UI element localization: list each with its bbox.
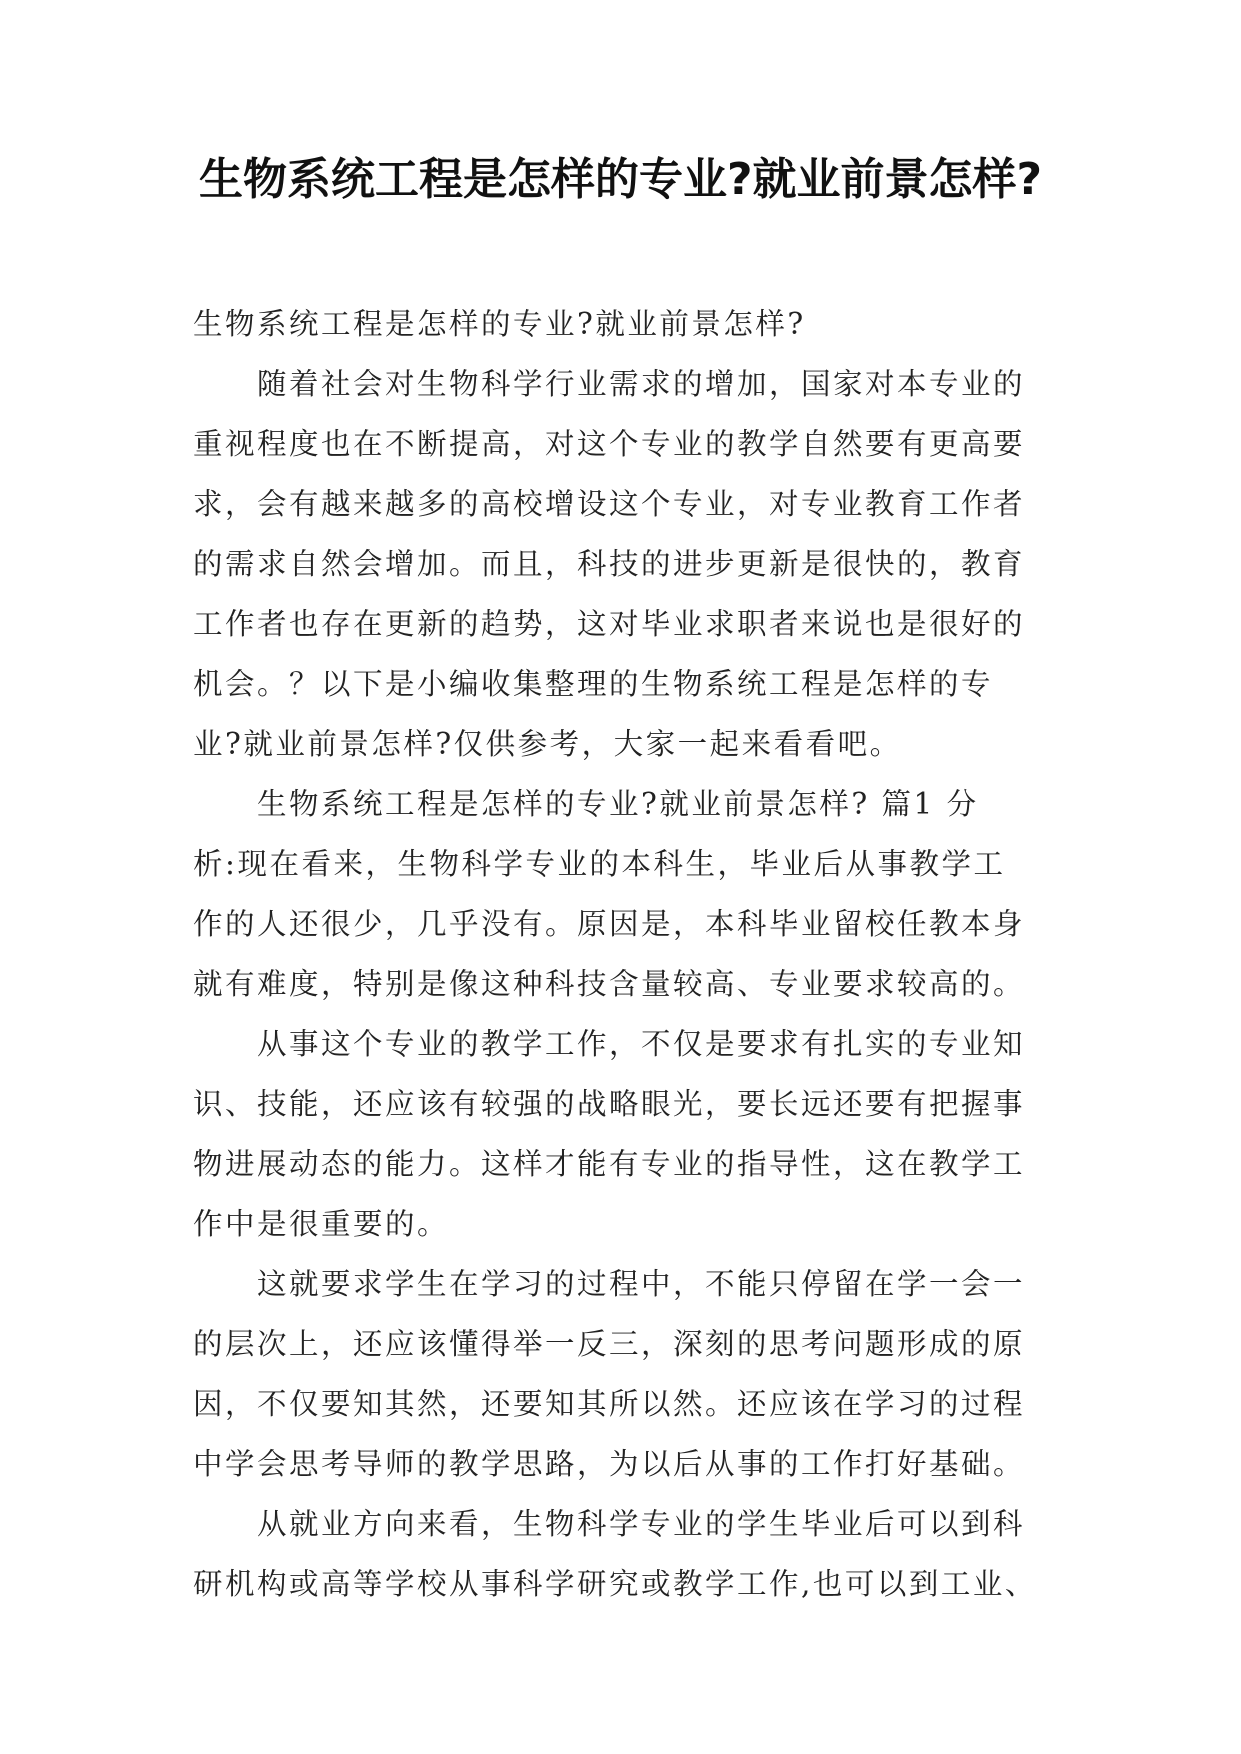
text-line: 求，会有越来越多的高校增设这个专业，对专业教育工作者 [193, 487, 1026, 521]
text-line: 机会。？以下是小编收集整理的生物系统工程是怎样的专 [193, 667, 994, 701]
document-title: 生物系统工程是怎样的专业?就业前景怎样? [198, 154, 1043, 205]
text-line: 从事这个专业的教学工作，不仅是要求有扎实的专业知 [257, 1027, 1026, 1061]
text-line: 识、技能，还应该有较强的战略眼光，要长远还要有把握事 [193, 1087, 1026, 1121]
text-line: 研机构或高等学校从事科学研究或教学工作,也可以到工业、 [193, 1567, 1037, 1601]
text-line: 业?就业前景怎样?仅供参考，大家一起来看看吧。 [193, 727, 902, 761]
text-line: 就有难度，特别是像这种科技含量较高、专业要求较高的。 [193, 967, 1026, 1001]
text-line: 中学会思考导师的教学思路，为以后从事的工作打好基础。 [193, 1447, 1026, 1481]
text-line: 生物系统工程是怎样的专业?就业前景怎样? 篇1 分 [257, 787, 979, 821]
text-line: 生物系统工程是怎样的专业?就业前景怎样? [193, 307, 806, 341]
text-line: 重视程度也在不断提高，对这个专业的教学自然要有更高要 [193, 427, 1026, 461]
text-line: 这就要求学生在学习的过程中，不能只停留在学一会一 [257, 1267, 1026, 1301]
text-line: 作中是很重要的。 [193, 1207, 450, 1241]
text-line: 从就业方向来看，生物科学专业的学生毕业后可以到科 [257, 1507, 1026, 1541]
text-line: 作的人还很少，几乎没有。原因是，本科毕业留校任教本身 [193, 907, 1026, 941]
text-line: 的需求自然会增加。而且，科技的进步更新是很快的，教育 [193, 547, 1026, 581]
text-line: 工作者也存在更新的趋势，这对毕业求职者来说也是很好的 [193, 607, 1026, 641]
text-line: 物进展动态的能力。这样才能有专业的指导性，这在教学工 [193, 1147, 1026, 1181]
document-body [193, 294, 1053, 1614]
text-line: 的层次上，还应该懂得举一反三，深刻的思考问题形成的原 [193, 1327, 1026, 1361]
text-line: 因，不仅要知其然，还要知其所以然。还应该在学习的过程 [193, 1387, 1026, 1421]
text-line: 析:现在看来，生物科学专业的本科生，毕业后从事教学工 [193, 847, 1006, 881]
text-line: 随着社会对生物科学行业需求的增加，国家对本专业的 [257, 367, 1026, 401]
